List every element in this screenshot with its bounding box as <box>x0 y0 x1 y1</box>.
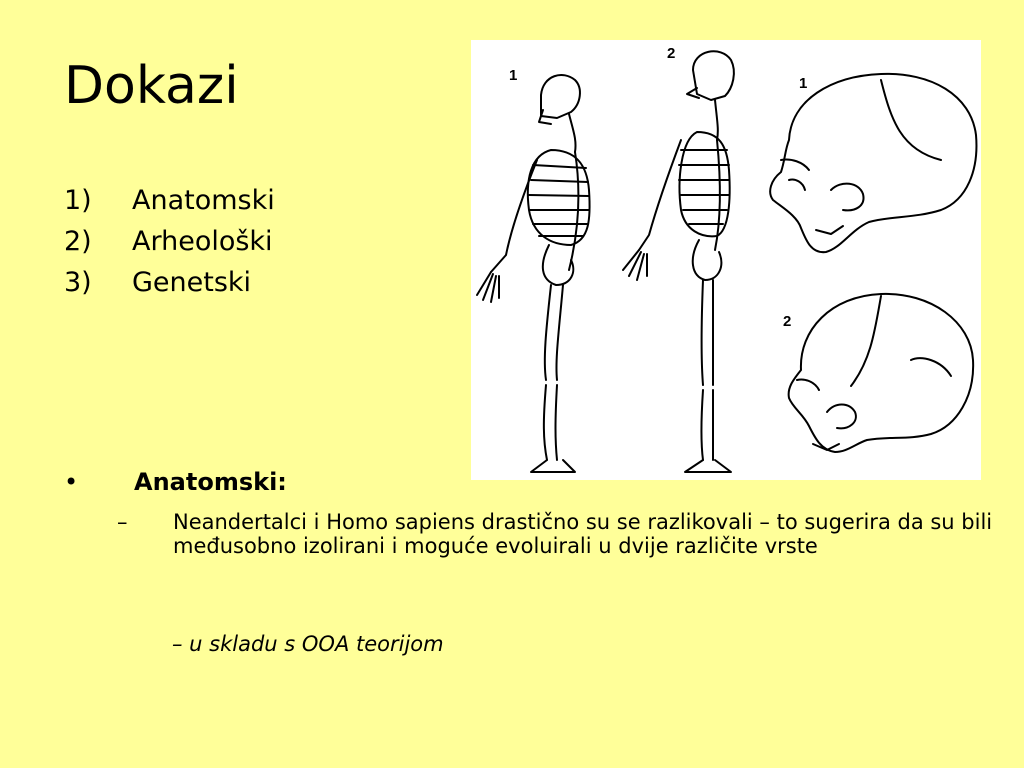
list-label: Arheološki <box>132 226 273 257</box>
skull-neanderthal <box>770 74 976 252</box>
figure-label-skull-2: 2 <box>783 313 792 330</box>
figure-label-skeleton-2: 2 <box>667 45 676 62</box>
bullet-heading: Anatomski: <box>134 468 287 496</box>
evidence-list <box>64 180 275 303</box>
list-number: 1) <box>64 185 92 216</box>
list-label: Genetski <box>132 267 252 298</box>
bullet-anatomski <box>64 468 287 496</box>
bullet-marker: • <box>64 468 79 496</box>
list-item <box>64 262 275 303</box>
list-label: Anatomski <box>132 185 275 216</box>
figure-label-skeleton-1: 1 <box>509 67 518 84</box>
skeleton-illustration <box>471 40 981 480</box>
list-item <box>64 180 275 221</box>
slide-title: Dokazi <box>64 56 239 116</box>
figure-label-skull-1: 1 <box>799 75 808 92</box>
sub-bullet <box>117 510 997 558</box>
list-number: 2) <box>64 226 92 257</box>
list-number: 3) <box>64 267 92 298</box>
skeleton-2 <box>623 51 734 472</box>
list-item <box>64 221 275 262</box>
skull-sapiens <box>789 294 974 452</box>
skeleton-1 <box>477 75 590 472</box>
ooa-note: – u skladu s OOA teorijom <box>172 632 444 656</box>
sub-bullet-text: Neandertalci i Homo sapiens drastično su se razlikovali – to sugerira da su bili međusobno izolirani i moguće evoluirali u dvije različite vrste <box>173 510 993 558</box>
sub-bullet-marker: – <box>117 510 128 534</box>
skeleton-skull-figure <box>471 40 981 480</box>
